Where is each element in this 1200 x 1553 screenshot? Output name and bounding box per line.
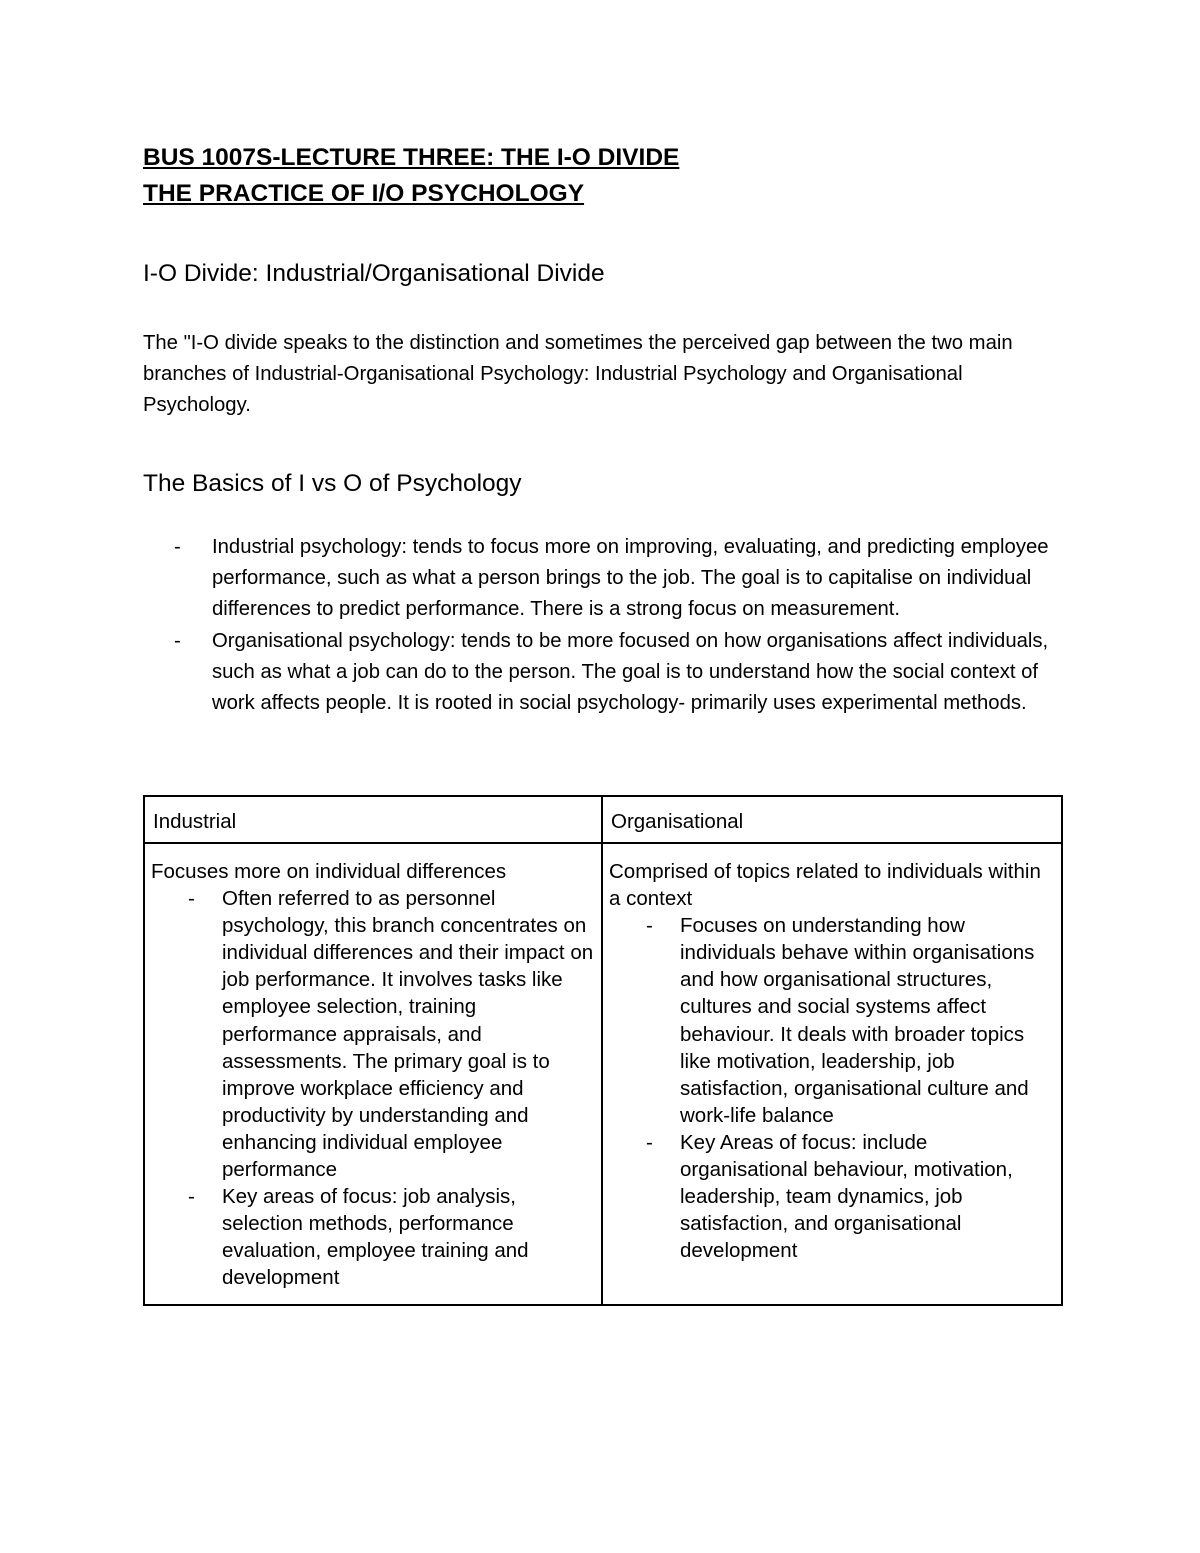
cell-item-text: Key areas of focus: job analysis, selection methods, performance evaluation, employee training and development bbox=[222, 1185, 529, 1290]
section-paragraph-io-divide: The "I-O divide speaks to the distinction and sometimes the perceived gap between the two main branches of Industrial-Organisational Psychology: Industrial Psychology and Organisational Psychology. bbox=[143, 332, 1013, 416]
cell-list-industrial bbox=[151, 885, 595, 1291]
bullet-marker: - bbox=[174, 629, 181, 652]
bullet-marker: - bbox=[646, 1130, 653, 1154]
list-item bbox=[143, 626, 1063, 720]
list-item bbox=[151, 885, 595, 1183]
cell-item-text: Often referred to as personnel psychology, this branch concentrates on individual differences and their impact on job performance. It involves tasks like employee selection, training performance appraisals, and assessments. The primary goal is to improve workplace efficiency and productivity by understanding and enhancing individual employee performance bbox=[222, 887, 594, 1182]
cell-lead-industrial: Focuses more on individual differences bbox=[151, 860, 507, 883]
list-item bbox=[151, 1183, 595, 1291]
table-row bbox=[144, 843, 1062, 1305]
list-item bbox=[143, 532, 1063, 626]
cell-item-text: Key Areas of focus: include organisational behaviour, motivation, leadership, team dynamics, job satisfaction, and organisational development bbox=[680, 1130, 1013, 1263]
bullet-marker: - bbox=[188, 1185, 195, 1209]
document-title-line1: BUS 1007S-LECTURE THREE: THE I-O DIVIDE bbox=[143, 144, 680, 171]
bullet-marker: - bbox=[174, 536, 181, 558]
table-header-organisational: Organisational bbox=[602, 796, 1062, 843]
basics-bullet-list bbox=[143, 532, 1063, 719]
document-page bbox=[143, 140, 1063, 719]
bullet-text-organisational: Organisational psychology: tends to be more focused on how organisations affect individuals, such as what a job can do to the person. The goal is to understand how the social context of work affects people. It is rooted in social psychology- primarily uses experimental methods. bbox=[212, 629, 1049, 715]
table-header-row bbox=[144, 796, 1062, 843]
table-header-industrial: Industrial bbox=[144, 796, 602, 843]
list-item bbox=[609, 912, 1055, 1129]
bullet-text-industrial: Industrial psychology: tends to focus more on improving, evaluating, and predicting employee performance, such as what a person brings to the job. The goal is to capitalise on individual differences to predict performance. There is a strong focus on measurement. bbox=[212, 536, 1049, 621]
list-item bbox=[609, 1129, 1055, 1264]
bullet-marker: - bbox=[646, 914, 653, 938]
cell-item-text: Focuses on understanding how individuals behave within organisations and how organisational structures, cultures and social systems affect behaviour. It deals with broader topics like motivation, leadership, job satisfaction, organisational culture and work-life balance bbox=[680, 914, 1035, 1127]
cell-lead-organisational: Comprised of topics related to individuals within a context bbox=[609, 860, 1041, 911]
io-comparison-table bbox=[143, 795, 1063, 1306]
table-cell-industrial bbox=[144, 843, 602, 1305]
section-heading-basics: The Basics of I vs O of Psychology bbox=[143, 470, 522, 497]
cell-list-organisational bbox=[609, 912, 1055, 1264]
document-title-line2: THE PRACTICE OF I/O PSYCHOLOGY bbox=[143, 180, 585, 207]
section-heading-io-divide: I-O Divide: Industrial/Organisational Divide bbox=[143, 260, 605, 287]
table-cell-organisational bbox=[602, 843, 1062, 1305]
bullet-marker: - bbox=[188, 887, 195, 911]
